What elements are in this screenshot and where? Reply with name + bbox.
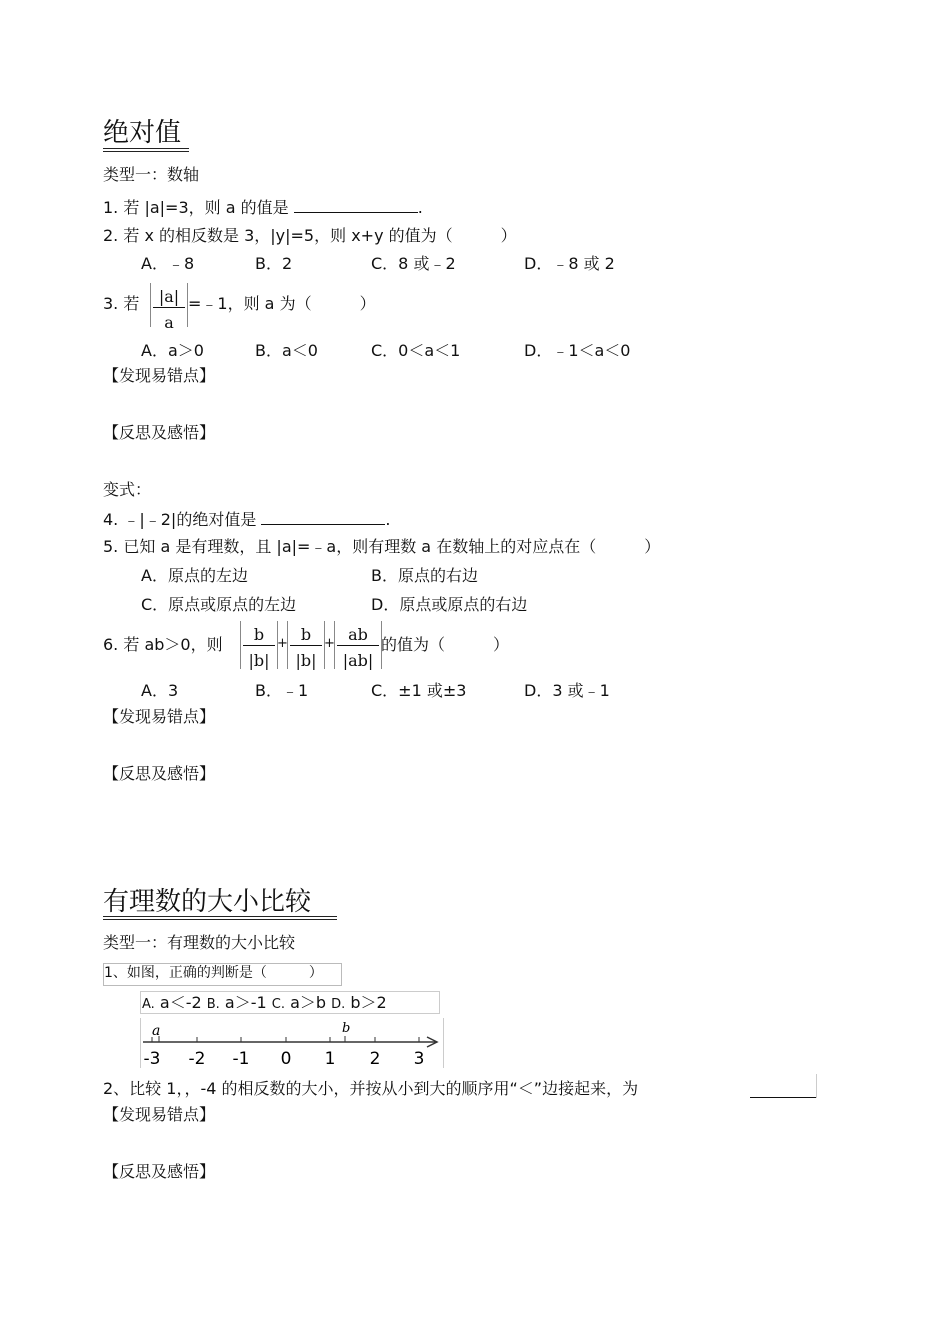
fraction-denominator: |b| <box>295 651 317 670</box>
fraction-numerator: b <box>300 625 312 644</box>
question-number: 3. <box>103 294 119 313</box>
reflection-heading: 【反思及感悟】 <box>103 1162 216 1181</box>
option-a-text[interactable]: a＜-2 <box>159 993 202 1012</box>
fraction-numerator: |a| <box>158 287 180 306</box>
option-d[interactable]: D．﹣1＜a＜0 <box>524 341 631 360</box>
tick-label: -1 <box>232 1049 250 1068</box>
option-c-text[interactable]: a＞b <box>290 993 327 1012</box>
fraction-abs-a-over-a <box>150 283 188 332</box>
option-d[interactable]: D．3 或﹣1 <box>524 681 610 700</box>
option-a-letter[interactable]: A. <box>142 997 155 1012</box>
option-b-text[interactable]: a＞-1 <box>224 993 267 1012</box>
option-a[interactable]: A．原点的左边 <box>141 566 248 585</box>
title-underline <box>103 916 337 920</box>
answer-blank[interactable] <box>294 212 418 213</box>
question-6-prefix <box>103 637 223 653</box>
question-6-suffix: 的值为（ ） <box>381 635 510 654</box>
fraction-denominator: |b| <box>248 651 270 670</box>
divider <box>816 1074 817 1098</box>
option-a[interactable]: A．﹣8 <box>141 254 195 273</box>
section-title-absolute-value: 绝对值 <box>103 118 182 148</box>
option-d-text[interactable]: b＞2 <box>350 993 387 1012</box>
mistakes-heading: 【发现易错点】 <box>103 366 216 385</box>
question-3-suffix: =﹣1，则 a 为（ ） <box>188 294 376 313</box>
fraction-denominator: |ab| <box>342 651 374 670</box>
point-b-label: b <box>342 1021 351 1036</box>
question-3-number <box>103 296 139 312</box>
question-number: 2. <box>103 226 119 245</box>
question-1-text: 1、如图，正确的判断是（ ） <box>104 965 323 981</box>
title-underline <box>103 148 189 152</box>
variant-heading: 变式： <box>103 480 152 499</box>
section-title-rational-comparison: 有理数的大小比较 <box>103 887 312 917</box>
fraction-b-over-abs-b <box>287 621 325 669</box>
question-text: 若 |a|=3，则 a 的值是 <box>123 198 289 217</box>
question-number: 4. <box>103 510 119 529</box>
number-line-svg <box>141 1018 443 1068</box>
question-5 <box>103 539 660 555</box>
question-punct: . <box>417 198 423 217</box>
question-1 <box>103 200 423 216</box>
type-heading: 类型一：数轴 <box>103 165 200 184</box>
fraction-numerator: b <box>253 625 265 644</box>
option-c[interactable]: C．8 或﹣2 <box>371 254 456 273</box>
fraction-denominator: a <box>164 313 174 332</box>
question-prefix: 若 <box>123 294 140 313</box>
answer-blank[interactable] <box>750 1083 816 1098</box>
reflection-heading: 【反思及感悟】 <box>103 764 216 783</box>
plus-sign: + <box>277 636 288 651</box>
fraction-b-over-abs-b <box>240 621 278 669</box>
answer-blank[interactable] <box>261 524 385 525</box>
tick-label: 3 <box>413 1049 425 1068</box>
question-text: 若 x 的相反数是 3，|y|=5，则 x+y 的值为（ ） <box>123 226 517 245</box>
number-line-figure <box>140 1018 444 1068</box>
option-d-letter[interactable]: D. <box>331 997 346 1012</box>
tick-label: 1 <box>324 1049 336 1068</box>
option-b[interactable]: B．﹣1 <box>255 681 309 700</box>
question-text: 已知 a 是有理数，且 |a|=﹣a，则有理数 a 在数轴上的对应点在（ ） <box>123 537 661 556</box>
mistakes-heading: 【发现易错点】 <box>103 1105 216 1124</box>
tick-label: -2 <box>188 1049 206 1068</box>
mistakes-heading: 【发现易错点】 <box>103 707 216 726</box>
question-number: 1. <box>103 198 119 217</box>
tick-label: 0 <box>280 1049 292 1068</box>
option-a[interactable]: A．a＞0 <box>141 341 204 360</box>
question-2-text: 2、比较 1，，-4 的相反数的大小，并按从小到大的顺序用“＜”边接起来，为 <box>103 1079 639 1098</box>
option-c[interactable]: C．0＜a＜1 <box>371 341 461 360</box>
tick-label: -3 <box>143 1049 161 1068</box>
plus-sign: + <box>324 636 335 651</box>
question-prefix: 若 ab＞0，则 <box>123 635 223 654</box>
tick-label: 2 <box>369 1049 381 1068</box>
fraction-numerator: ab <box>348 625 368 644</box>
question-2 <box>103 228 517 244</box>
option-b-letter[interactable]: B. <box>206 997 220 1012</box>
option-c[interactable]: C．原点或原点的左边 <box>141 595 297 614</box>
options-row <box>142 995 387 1011</box>
option-d[interactable]: D．﹣8 或 2 <box>524 254 615 273</box>
type-heading: 类型一：有理数的大小比较 <box>103 933 296 952</box>
option-b[interactable]: B．2 <box>255 254 293 273</box>
option-b[interactable]: B．a＜0 <box>255 341 318 360</box>
option-d[interactable]: D．原点或原点的右边 <box>371 595 528 614</box>
question-number: 6. <box>103 635 119 654</box>
fraction-ab-over-abs-ab <box>334 621 382 669</box>
question-4 <box>103 512 391 528</box>
question-punct: . <box>385 510 391 529</box>
option-c-letter[interactable]: C. <box>271 997 285 1012</box>
option-a[interactable]: A．3 <box>141 681 179 700</box>
question-text: ﹣|﹣2|的绝对值是 <box>123 510 257 529</box>
point-a-label: a <box>152 1023 161 1039</box>
option-c[interactable]: C．±1 或±3 <box>371 681 467 700</box>
option-b[interactable]: B．原点的右边 <box>371 566 478 585</box>
reflection-heading: 【反思及感悟】 <box>103 423 216 442</box>
question-number: 5. <box>103 537 119 556</box>
